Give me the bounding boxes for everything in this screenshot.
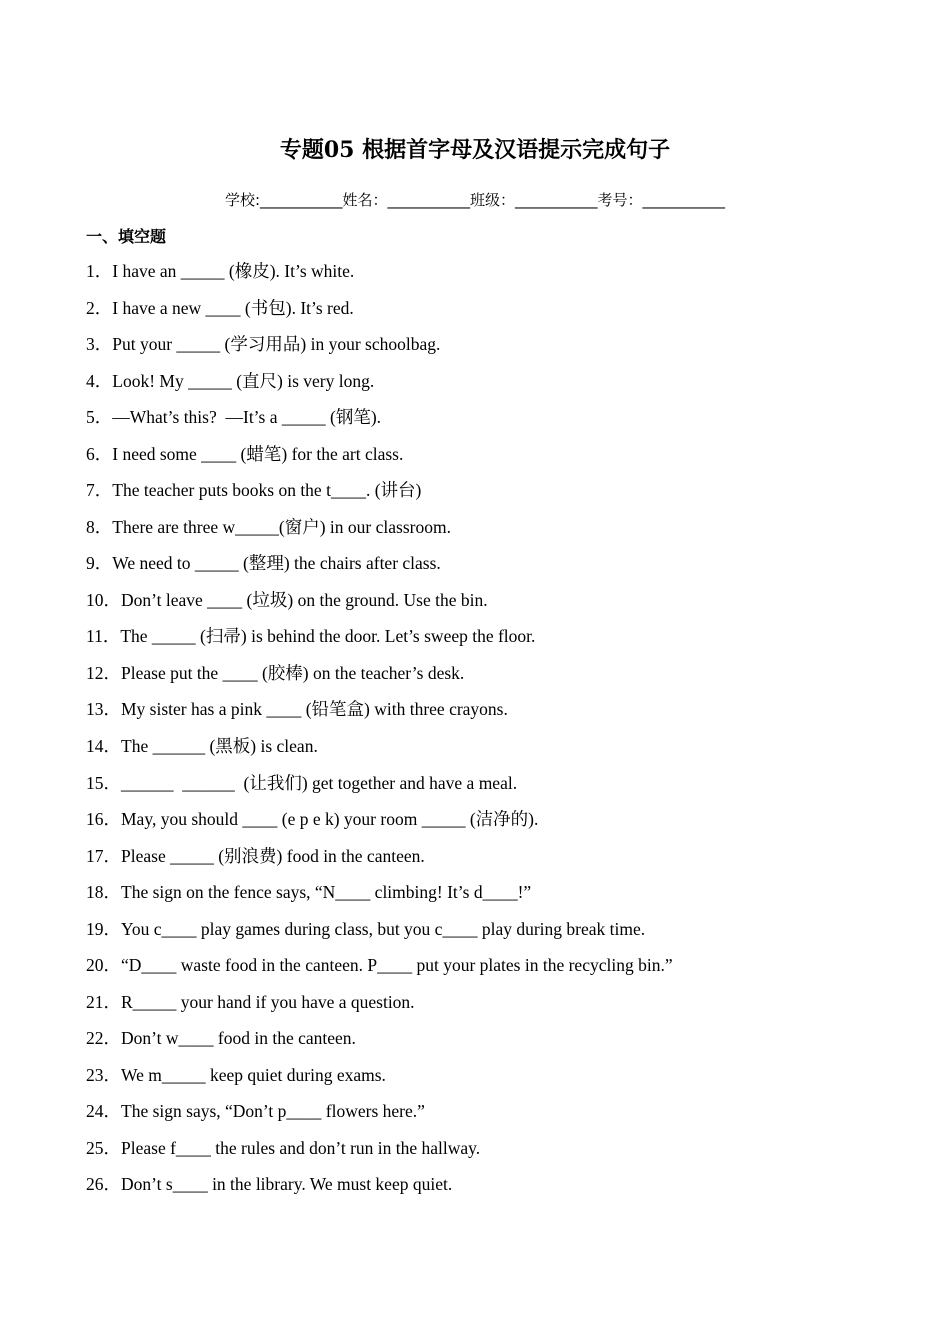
student-info-line: 学校:___________姓名：___________班级：___________考号：___________ [224,191,726,209]
question-1: 1．I have an _____ (橡皮). It’s white. [86,261,355,281]
question-26: 26．Don’t s____ in the library. We must keep quiet. [86,1174,453,1194]
question-19: 19．You c____ play games during class, but you c____ play during break time. [86,919,646,939]
question-8: 8．There are three w_____(窗户) in our classroom. [86,517,451,537]
question-6: 6．I need some ____ (蜡笔) for the art class. [86,444,404,464]
question-2: 2．I have a new ____ (书包). It’s red. [86,298,354,318]
question-20: 20．“D____ waste food in the canteen. P____ put your plates in the recycling bin.” [86,955,673,975]
question-23: 23．We m_____ keep quiet during exams. [86,1065,386,1085]
page-title: 专题05 根据首字母及汉语提示完成句子 [279,137,671,163]
question-4: 4．Look! My _____ (直尺) is very long. [86,371,375,391]
question-3: 3．Put your _____ (学习用品) in your schoolbag. [86,334,441,354]
question-10: 10．Don’t leave ____ (垃圾) on the ground. Use the bin. [86,590,488,610]
question-17: 17．Please _____ (别浪费) food in the canteen. [86,846,425,866]
question-7: 7．The teacher puts books on the t____. (讲台) [86,480,422,500]
question-16: 16．May, you should ____ (e p e k) your room _____ (洁净的). [86,809,539,829]
question-25: 25．Please f____ the rules and don’t run in the hallway. [86,1138,481,1158]
question-15: 15．______ ______ (让我们) get together and have a meal. [86,773,518,793]
question-11: 11．The _____ (扫帚) is behind the door. Let’s sweep the floor. [86,626,536,646]
section-heading: 一、填空题 [86,227,167,246]
question-13: 13．My sister has a pink ____ (铅笔盒) with three crayons. [86,699,508,719]
question-18: 18．The sign on the fence says, “N____ climbing! It’s d____!” [86,882,532,902]
question-24: 24．The sign says, “Don’t p____ flowers here.” [86,1101,425,1121]
question-5: 5．—What’s this? —It’s a _____ (钢笔). [86,407,382,427]
question-21: 21．R_____ your hand if you have a question. [86,992,415,1012]
question-12: 12．Please put the ____ (胶棒) on the teacher’s desk. [86,663,465,683]
question-9: 9．We need to _____ (整理) the chairs after class. [86,553,441,573]
question-22: 22．Don’t w____ food in the canteen. [86,1028,356,1048]
question-14: 14．The ______ (黑板) is clean. [86,736,318,756]
